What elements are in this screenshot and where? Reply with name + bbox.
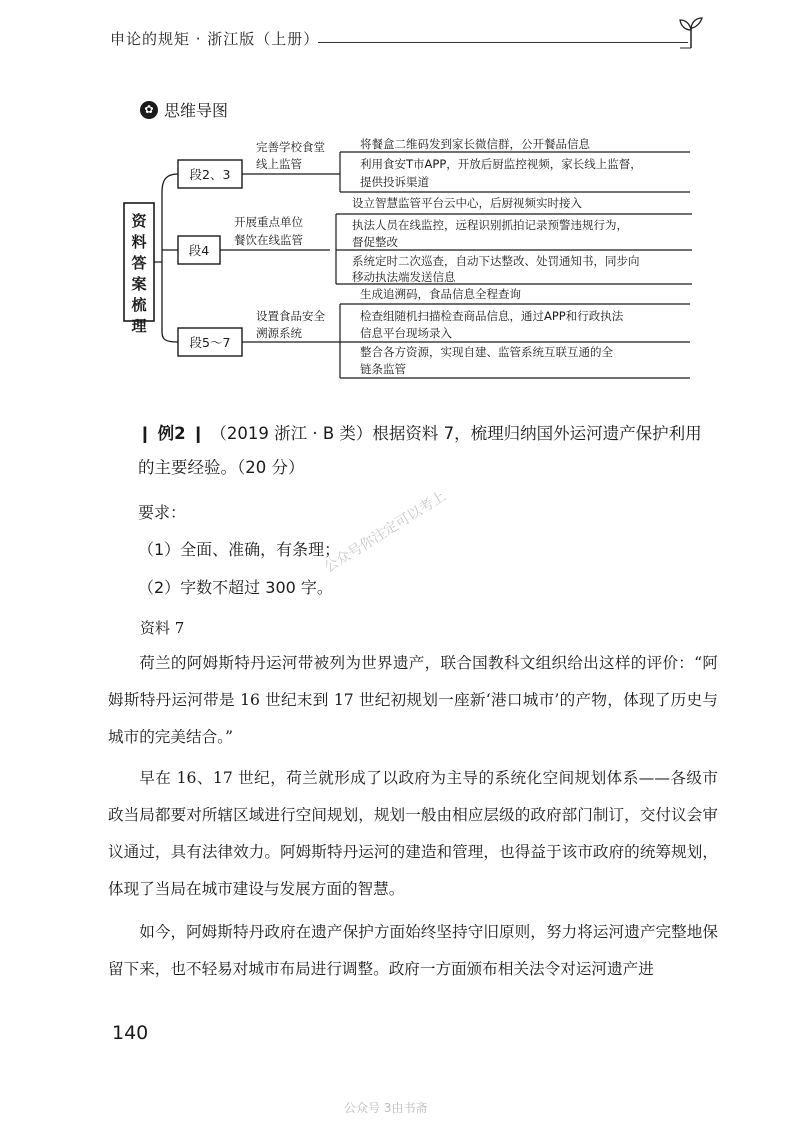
- question-tag: ❙ 例2 ❙: [138, 424, 206, 443]
- section-label: 段2、3: [189, 167, 231, 182]
- question-block: [138, 417, 718, 485]
- material-label: 资料 7: [140, 619, 185, 637]
- section-topic-line: 开展重点单位: [234, 215, 303, 229]
- mindmap-root-char: 理: [131, 317, 147, 335]
- section-label: 段4: [188, 243, 210, 258]
- mindmap-root-char: 梳: [131, 296, 147, 314]
- question-tag-text: 例2: [157, 424, 186, 443]
- material-paragraph: 荷兰的阿姆斯特丹运河带被列为世界遗产，联合国教科文组织给出这样的评价：“阿姆斯特丹运河带是 16 世纪末到 17 世纪初规划一座新‘港口城市’的产物，体现了历史与城市的完美结合。”: [108, 654, 718, 746]
- footer-watermark: 公众号 3由书斋: [344, 1101, 428, 1115]
- mindmap-item-line: 整合各方资源，实现自建、监管系统互联互通的全: [360, 345, 613, 359]
- mindmap-root-char: 答: [131, 254, 147, 272]
- mindmap-root-text: [130, 212, 147, 335]
- section-topic-line: 线上监管: [256, 157, 302, 171]
- mindmap-item-line: 设立智慧监管平台云中心，后厨视频实时接入: [352, 196, 582, 210]
- mindmap-diagram: [0, 0, 800, 400]
- mindmap-item-line: 信息平台现场录入: [360, 326, 452, 340]
- mindmap-item-line: 提供投诉渠道: [360, 175, 429, 189]
- section-label: 段5～7: [189, 335, 231, 350]
- flower-icon: ✿: [140, 101, 158, 119]
- mindmap-item-line: 检查组随机扫描检查商品信息，通过APP和行政执法: [360, 309, 624, 323]
- material-paragraph: 早在 16、17 世纪，荷兰就形成了以政府为主导的系统化空间规划体系——各级市政当局都要对所辖区域进行空间规划，规划一般由相应层级的政府部门制订，交付议会审议通过，具有法律效力。阿姆斯特丹运河的建造和管理，也得益于该市政府的统筹规划，体现了当局在城市建设与发展方面的智慧。: [108, 769, 718, 898]
- running-header-title: 申论的规矩 · 浙江版（上册）: [110, 30, 320, 48]
- section-topic-line: 餐饮在线监管: [234, 233, 303, 247]
- mindmap-item-line: 督促整改: [352, 235, 398, 249]
- requirements-label: 要求：: [138, 503, 187, 522]
- section-topic-line: 设置食品安全: [256, 309, 325, 323]
- material-paragraph: 如今，阿姆斯特丹政府在遗产保护方面始终坚持守旧原则，努力将运河遗产完整地保留下来，也不轻易对城市布局进行调整。政府一方面颁布相关法令对运河遗产进: [108, 923, 718, 978]
- requirement-item: （2）字数不超过 300 字。: [138, 578, 333, 597]
- question-text: （2019 浙江 · B 类）根据资料 7，梳理归纳国外运河遗产保护利用的主要经验。（20 分）: [138, 424, 702, 477]
- mindmap-item-line: 将餐盒二维码发到家长微信群，公开餐品信息: [360, 137, 590, 151]
- mindmap-root-char: 资: [131, 212, 147, 230]
- watermark-text: 公众号你注定可以考上: [321, 488, 449, 577]
- mindmap-item-line: 利用食安T市APP，开放后厨监控视频，家长线上监督，: [360, 157, 642, 171]
- section-topic-line: 溯源系统: [256, 326, 302, 340]
- mindmap-item-line: 生成追溯码，食品信息全程查询: [360, 287, 521, 301]
- mindmap-item-line: 执法人员在线监控，远程识别抓拍记录预警违规行为，: [352, 218, 628, 232]
- mindmap-item-line: 链条监管: [360, 362, 406, 376]
- requirement-item: （1）全面、准确，有条理；: [138, 540, 341, 559]
- mindmap-item-line: 移动执法端发送信息: [352, 270, 456, 284]
- mindmap-item-line: 系统定时二次巡查，自动下达整改、处罚通知书，同步向: [352, 254, 640, 268]
- section-topic-line: 完善学校食堂: [256, 140, 325, 154]
- mindmap-heading-text: 思维导图: [164, 101, 229, 120]
- mindmap-root-char: 料: [131, 233, 147, 251]
- mindmap-root-char: 案: [131, 275, 147, 293]
- page-number: 140: [112, 1022, 149, 1044]
